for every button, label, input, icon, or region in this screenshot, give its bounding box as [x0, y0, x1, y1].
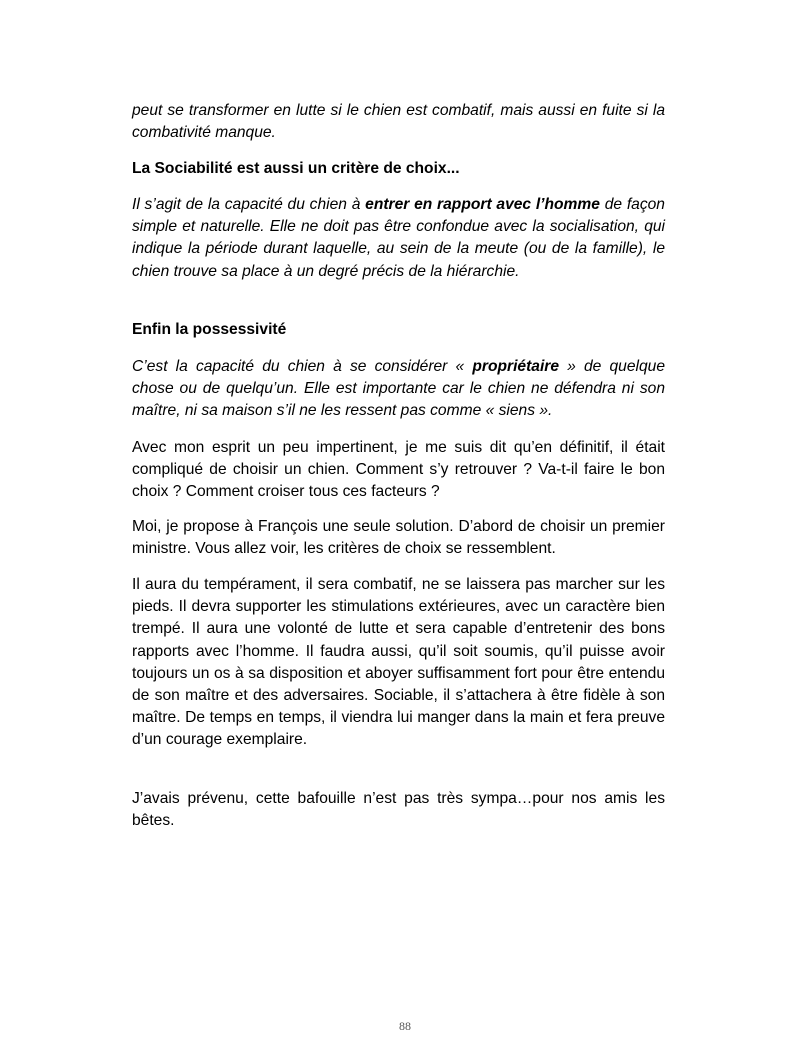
text: de façon simple et naturelle. Elle ne doit pas être confondue avec la socialisation, qui indique la période durant laquelle, au sein de la meute (ou de la famille), le chien trouve sa place à un degré précis de la hiérarchie.: [132, 196, 665, 280]
paragraph: Avec mon esprit un peu impertinent, je me suis dit qu’en définitif, il était compliqué de choisir un chien. Comment s’y retrouver ? Va-t-il faire le bon choix ? Comment croiser tous ces facteurs ?: [132, 439, 665, 501]
paragraph: J’avais prévenu, cette bafouille n’est pas très sympa…pour nos amis les bêtes.: [132, 790, 665, 830]
paragraph: Moi, je propose à François une seule solution. D’abord de choisir un premier ministre. Vous allez voir, les critères de choix se ressemblent.: [132, 518, 665, 558]
text: C’est la capacité du chien à se considérer «: [132, 358, 473, 375]
paragraph: Il aura du tempérament, il sera combatif, ne se laissera pas marcher sur les pieds. Il devra supporter les stimulations extérieures, avec un caractère bien trempé. Il aura une volonté de lutte et sera capable d’entretenir des bons rapports avec l’homme. Il faudra aussi, qu’il soit soumis, qu’il puisse avoir toujours un os à sa disposition et aboyer suffisamment fort pour être entendu de son maître et des adversaires. Sociable, il s’attachera à être fidèle à son maître. De temps en temps, il viendra lui manger dans la main et fera preuve d’un courage exemplaire.: [132, 576, 665, 749]
paragraph-sociabilite: [132, 194, 665, 283]
paragraph-continuation: peut se transformer en lutte si le chien est combatif, mais aussi en fuite si la combativité manque.: [132, 102, 665, 142]
bold-text: entrer en rapport avec l’homme: [365, 196, 600, 213]
heading-sociabilite: La Sociabilité est aussi un critère de choix...: [132, 160, 460, 177]
heading-possessivite: Enfin la possessivité: [132, 321, 287, 338]
paragraph-possessivite: [132, 356, 665, 423]
text: Il s’agit de la capacité du chien à: [132, 196, 366, 213]
text: » de quelque chose ou de quelqu’un. Elle est importante car le chien ne défendra ni son maître, ni sa maison s’il ne les ressent pas comme « siens ».: [132, 358, 666, 420]
page-number: 88: [399, 1019, 411, 1033]
bold-text: propriétaire: [472, 358, 560, 375]
